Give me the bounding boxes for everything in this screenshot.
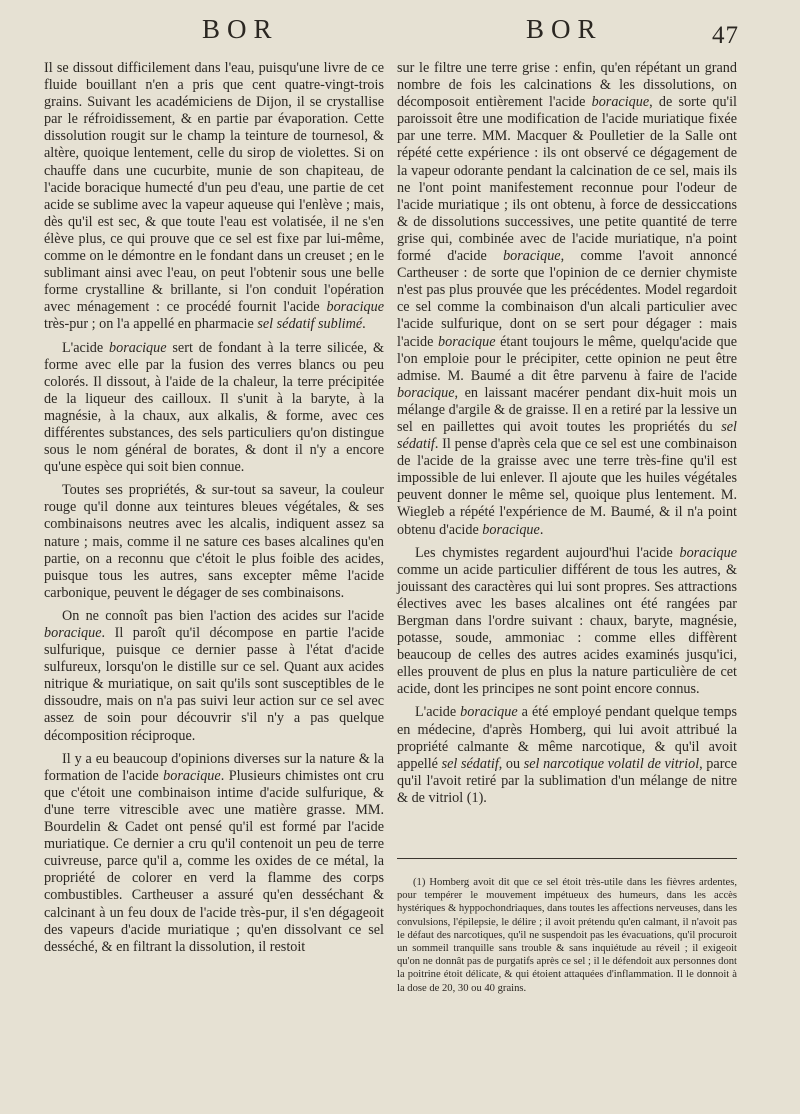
text-run: , de sorte qu'il paroissoit être une modification de l'acide muriatique fixée par une terre. MM. Macquer & Poulletier de la Salle ont répété cette expérience : ils ont observé ce dégagement de la vapeur odorante pendant la calcination de ce sel, mais ils ne l'ont point manifestement reconnue pour l'odeur de l'acide muriatique ; ils ont obtenu, à force de dessiccations & de dissolutions successives, une petite quantité de terre grise qui, combinée avec de l'acide muriatique, n'a point formé d'acide [397,94,737,265]
running-head-right: BOR [526,14,603,44]
paragraph [44,340,384,477]
text-run: . [362,316,366,333]
running-head-left: BOR [202,14,279,44]
paragraph [44,608,384,745]
text-run: On ne connoît pas bien l'action des acides sur l'acide [62,607,384,624]
italic-term: sel sédatif [441,755,499,772]
italic-term: boracique [503,248,561,265]
italic-term: boracique [482,521,540,538]
text-run: , en laissant macérer pendant dix-huit mois un mélange d'argile & de graisse. Il en a retiré par la lessive un sel en paillettes qui avoit toutes les propriétés du [397,384,737,435]
text-run: très-pur ; on l'a appellé en pharmacie [44,316,258,333]
paragraph [44,751,384,956]
text-run: comme un acide particulier différent de tous les autres, & jouissant des caractères qui lui sont propres. Ses attractions électives avec les bases alcalines ont été rangées par Bergman dans l'ordre suivant : chaux, baryte, magnésie, potasse, soude, ammoniac : comme elles diffèrent beaucoup de celles des autres acides examinés jusqu'ici, elles prouvent de plus en plus la nature particulière de cet acide, dont les principes ne sont point encore connus. [397,561,737,698]
right-column [397,60,737,813]
text-run: . Plusieurs chimistes ont cru que c'étoit une combinaison intime d'acide sulfurique, & d'une terre vitrescible avec une matière grasse. MM. Bourdelin & Cadet ont pensé qu'il est formé par l'acide muriatique. Ce dernier a cru qu'il contenoit un peu de terre cuivreuse, parce qu'il a, comme les oxides de ce métal, la propriété de colorer en verd la flamme des corps combustibles. Cartheuser a assuré qu'en desséchant & calcinant à un feu doux de l'acide très-pur, il s'en dégageoit des vapeurs d'acide muriatique ; qu'en dissolvant ce sel desséché, & en filtrant la dissolution, il restoit [44,767,384,955]
italic-term: boracique [326,299,384,316]
italic-term: boracique [460,704,518,721]
text-run: Il y a eu beaucoup d'opinions diverses sur la nature & la formation de l'acide [44,750,384,784]
text-run: , parce qu'il l'avoit retiré par la sublimation d'un mélange de nitre & de vitriol (1). [397,755,738,806]
italic-term: boracique [109,339,167,356]
paragraph [397,704,737,807]
italic-term: boracique [397,384,455,401]
footnote-rule [397,858,737,859]
text-run: , ou [498,755,524,772]
text-run: , comme l'avoit annoncé Cartheuser : de sorte que l'opinion de ce dernier chymiste n'est pas plus prouvée que les précédentes. Model regardoit ce sel comme la combinaison d'un alcali particulier avec l'acide sulfurique, dont on se sert pour dégager : mais l'acide [397,248,737,350]
italic-term: sel narcotique volatil de vitriol [523,755,700,772]
paragraph [44,60,384,334]
italic-term: sel sédatif [397,418,737,453]
italic-term: boracique [679,544,737,561]
text-run: étant toujours le même, quelqu'acide que l'on emploie pour le précipiter, cette opinion ne peut être admise. M. Baumé a dit être parvenu à faire de l'acide [397,333,738,384]
text-run: . Il paroît qu'il décompose en partie l'acide sulfurique, puisque ce dernier passe à l'état d'acide sulfureux, lorsqu'on le distille sur ce sel. Quant aux acides nitrique & muriatique, on sait qu'ils sont susceptibles de le dissoudre, mais on n'a pas suivi leur action sur ce sel avec assez de soin pour découvrir s'il n'y a pas quelque décomposition réciproque. [44,625,384,744]
text-run: Toutes ses propriétés, & sur-tout sa saveur, la couleur rouge qu'il donne aux teintures bleues végétales, & ses combinaisons neutres avec les alcalis, indiquent assez sa nature ; mais, comme il ne sature ces bases alcalines qu'en partie, on a reconnu que c'étoit le plus foible des acides, puisque tous les autres, sans excepter même l'acide carbonique, peuvent le dégager de ses combinaisons. [44,482,384,601]
italic-term: boracique [591,94,650,111]
italic-term: boracique [44,625,102,641]
text-run: . Il pense d'après cela que ce sel est une combinaison de l'acide de la graisse avec une terre très-fine qu'il est impossible de lui enlever. Il ajoute que les huiles végétales peuvent donner le même sel, quoique plus lentement. M. Wiegleb a répété l'expérience de M. Baumé, & il n'a point obtenu d'acide [397,436,737,538]
paragraph [397,60,737,539]
page-number: 47 [712,22,739,49]
left-column [44,60,384,962]
italic-term: boracique [438,333,496,350]
text-run: . [539,521,544,538]
text-run: sur le filtre une terre grise : enfin, qu'en répétant un grand nombre de fois les calcinations & les dissolutions, on décomposoit entièrement l'acide [397,60,737,111]
text-run: L'acide [415,704,461,721]
text-run: a été employé pendant quelque temps en médecine, d'après Homberg, qui lui avoit attribué la propriété calmante & même narcotique, & qu'il avoit appellé [397,704,737,772]
italic-term: sel sédatif sublimé [257,316,363,333]
text-run: Il se dissout difficilement dans l'eau, puisqu'une livre de ce fluide bouillant n'en a pris que cent quatre-vingt-trois grains. Suivant les académiciens de Dijon, il se crystallise par le réfroidissement, & en partie par évaporation. Cette dissolution rougit sur le champ la teinture de tournesol, & altère, quoique lentement, celle du sirop de violettes. Si on chauffe dans une cucurbite, munie de son chapiteau, de l'acide boracique humecté d'un peu d'eau, une partie de cet acide se sublime avec la vapeur aqueuse qui l'enlève ; mais, dès qu'il est sec, & que toute l'eau est volatisée, il ne s'en élève plus, ce qui prouve que ce sel est fixe par lui-même, comme on le démontre en le fondant dans un creuset ; en le sublimant ainsi avec l'eau, on peut l'obtenir sous une belle forme crystalline & brillante, si l'on conduit l'opération avec ménagement : ce procédé fournit l'acide [44,60,384,316]
footnote-text: (1) Homberg avoit dit que ce sel étoit très-utile dans les fièvres ardentes, pour tempérer le mouvement impétueux des humeurs, dans les accès hystériques & hyppochondriaques, dans toutes les affections nerveuses, dans les convulsions, l'épilepsie, le délire ; il avoit prétendu qu'en calmant, il n'avoit pas le défaut des narcotiques, qu'il ne suspendoit pas les évacuations, qu'il procuroit un sommeil tranquille sans trouble & sans inquiétude au réveil ; il exigeoit qu'on ne donnât pas de purgatifs après ce sel ; il le défendoit aux personnes dont la poitrine étoit délicate, & qui étoient attaquées d'inflammation. Il le donnoit à la dose de 20, 30 ou 40 grains. [397,877,737,994]
paragraph [397,545,737,699]
footnote [397,876,737,995]
text-run: Les chymistes regardent aujourd'hui l'acide [415,544,680,561]
text-run: L'acide [62,339,110,356]
paragraph [44,482,384,602]
italic-term: boracique [163,767,221,784]
text-run: sert de fondant à la terre silicée, & forme avec elle par la fusion des verres blancs ou peu colorés. Il dissout, à l'aide de la chaleur, la terre précipitée de la liqueur des cailloux. Il s'unit à la baryte, à la magnésie, à la chaux, aux alkalis, & forme, avec ces différentes substances, des sels particuliers qu'on distingue sous le nom général de borates, & dont il n'y a encore qu'une espèce qui soit bien connue. [44,339,384,476]
